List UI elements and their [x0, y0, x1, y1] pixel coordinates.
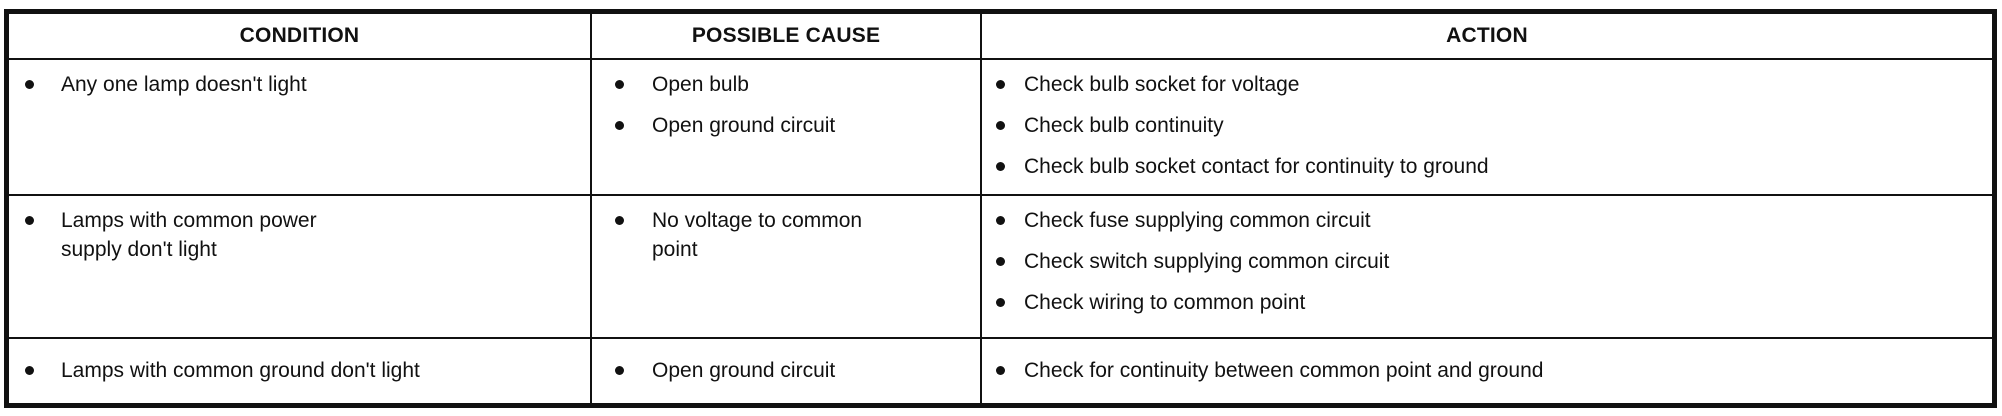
possible-cause-cell: [591, 195, 981, 338]
cause-list: [592, 356, 980, 385]
possible-cause-column-header: POSSIBLE CAUSE: [591, 13, 981, 59]
condition-cell: [8, 195, 591, 338]
condition-cell: [8, 338, 591, 404]
action-list: [982, 60, 1992, 181]
table-row: [8, 195, 1993, 338]
cause-list: [592, 60, 980, 140]
condition-item: Lamps with common power supply don't light: [9, 206, 590, 264]
action-item: Check bulb continuity: [982, 111, 1992, 140]
action-item: Check bulb socket for voltage: [982, 70, 1992, 99]
condition-list: [9, 356, 590, 385]
action-item: Check wiring to common point: [982, 288, 1992, 317]
action-item: Check for continuity between common point and ground: [982, 356, 1992, 385]
cause-item: Open ground circuit: [592, 356, 980, 385]
possible-cause-cell: [591, 59, 981, 195]
condition-column-header: CONDITION: [8, 13, 591, 59]
table-header-row: [8, 13, 1993, 59]
action-cell: [981, 195, 1993, 338]
table-row: [8, 59, 1993, 195]
action-column-header: ACTION: [981, 13, 1993, 59]
condition-list: [9, 196, 590, 264]
cause-item: No voltage to common point: [592, 206, 980, 264]
condition-list: [9, 60, 590, 99]
diagnosis-table-frame: [4, 9, 1997, 408]
action-list: [982, 196, 1992, 317]
action-cell: [981, 59, 1993, 195]
possible-cause-cell: [591, 338, 981, 404]
cause-item: Open ground circuit: [592, 111, 980, 140]
diagnosis-table: [7, 12, 1994, 405]
condition-item: Any one lamp doesn't light: [9, 70, 590, 99]
action-item: Check fuse supplying common circuit: [982, 206, 1992, 235]
condition-item: Lamps with common ground don't light: [9, 356, 590, 385]
action-item: Check bulb socket contact for continuity to ground: [982, 152, 1992, 181]
condition-cell: [8, 59, 591, 195]
cause-item: Open bulb: [592, 70, 980, 99]
table-row: [8, 338, 1993, 404]
cause-list: [592, 196, 980, 264]
action-cell: [981, 338, 1993, 404]
action-item: Check switch supplying common circuit: [982, 247, 1992, 276]
action-list: [982, 356, 1992, 385]
